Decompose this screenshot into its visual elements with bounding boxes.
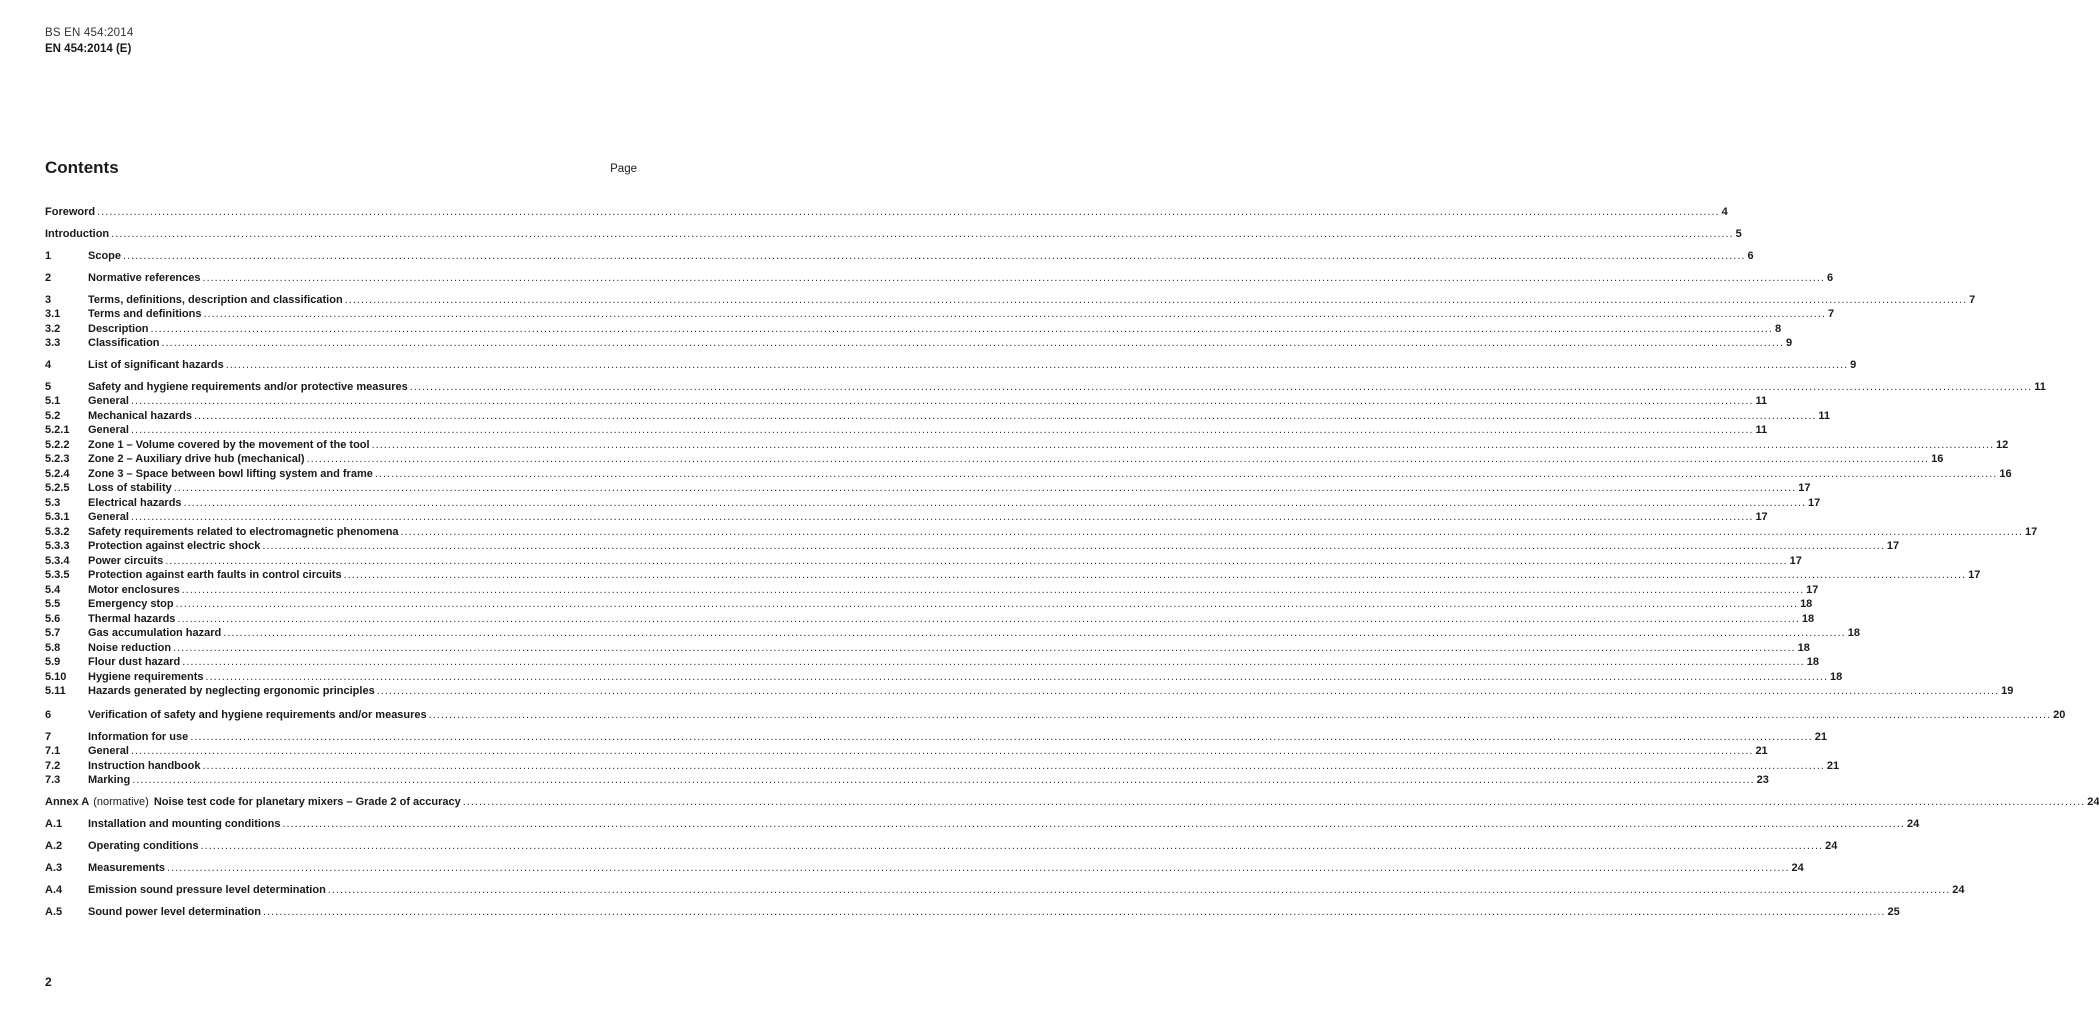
toc-entry-page: 24 bbox=[1952, 884, 1965, 896]
page-column-label: Page bbox=[610, 163, 637, 175]
toc-entry[interactable] bbox=[45, 744, 1768, 758]
toc-entry[interactable] bbox=[45, 394, 1768, 408]
toc-entry-page: 18 bbox=[1806, 656, 1819, 668]
toc-entry-title: Zone 3 – Space between bowl lifting system and frame bbox=[88, 468, 373, 480]
toc-entry-page: 21 bbox=[1755, 745, 1768, 757]
toc-entry-page: 17 bbox=[2025, 526, 2038, 538]
toc-entry-title: Protection against earth faults in control circuits bbox=[88, 569, 342, 581]
dot-leader: ................................................................................................................................................................................................................................................................................................................................................................................................................ bbox=[173, 642, 1796, 654]
dot-leader: ................................................................................................................................................................................................................................................................................................................................................................................................................ bbox=[123, 250, 1746, 262]
toc-entry[interactable] bbox=[45, 271, 1834, 285]
toc-entry-page: 20 bbox=[2053, 709, 2066, 721]
toc-entry-page: 7 bbox=[1969, 294, 1976, 306]
toc-entry[interactable] bbox=[45, 670, 1843, 684]
toc-entry[interactable] bbox=[45, 612, 1815, 626]
toc-entry-title: Emergency stop bbox=[88, 598, 174, 610]
toc-entry[interactable] bbox=[45, 481, 1811, 495]
toc-entry-number: 5.2.1 bbox=[45, 424, 70, 436]
toc-entry-number: A.4 bbox=[45, 884, 63, 896]
dot-leader: ................................................................................................................................................................................................................................................................................................................................................................................................................ bbox=[225, 359, 1849, 371]
toc-entry-page: 16 bbox=[1999, 468, 2012, 480]
toc-entry-title: General bbox=[88, 395, 129, 407]
toc-entry[interactable] bbox=[45, 730, 1827, 744]
dot-leader: ................................................................................................................................................................................................................................................................................................................................................................................................................ bbox=[167, 862, 1790, 874]
dot-leader: ................................................................................................................................................................................................................................................................................................................................................................................................................ bbox=[165, 555, 1788, 567]
toc-entry-number: 7 bbox=[45, 731, 52, 743]
toc-entry[interactable] bbox=[45, 597, 1813, 611]
toc-entry-number: 5.7 bbox=[45, 627, 61, 639]
toc-entry-page: 17 bbox=[1755, 511, 1768, 523]
toc-entry[interactable] bbox=[45, 322, 1782, 336]
toc-entry-number: 1 bbox=[45, 250, 52, 262]
toc-entry-title: Mechanical hazards bbox=[88, 410, 192, 422]
toc-entry-title bbox=[45, 795, 461, 809]
dot-leader: ................................................................................................................................................................................................................................................................................................................................................................................................................ bbox=[190, 731, 1813, 743]
dot-leader: ................................................................................................................................................................................................................................................................................................................................................................................................................ bbox=[173, 482, 1797, 494]
dot-leader: ................................................................................................................................................................................................................................................................................................................................................................................................................ bbox=[428, 709, 2052, 721]
toc-entry-title: Normative references bbox=[88, 272, 201, 284]
dot-leader: ................................................................................................................................................................................................................................................................................................................................................................................................................ bbox=[306, 453, 1930, 465]
toc-entry[interactable] bbox=[45, 641, 1810, 655]
toc-entry[interactable] bbox=[45, 839, 1838, 853]
toc-entry-number: 5.9 bbox=[45, 656, 61, 668]
standard-designation-en: EN 454:2014 (E) bbox=[45, 43, 132, 55]
standard-designation-bs: BS EN 454:2014 bbox=[45, 27, 134, 39]
toc-entry-number: 5 bbox=[45, 381, 52, 393]
dot-leader: ................................................................................................................................................................................................................................................................................................................................................................................................................ bbox=[223, 627, 1846, 639]
dot-leader: ................................................................................................................................................................................................................................................................................................................................................................................................................ bbox=[132, 774, 1755, 786]
toc-entry-number: 5.3.2 bbox=[45, 526, 70, 538]
toc-entry-page: 17 bbox=[1886, 540, 1900, 552]
toc-entry[interactable] bbox=[45, 249, 1754, 263]
toc-entry-page: 18 bbox=[1797, 642, 1810, 654]
toc-entry-number: 3.3 bbox=[45, 337, 61, 349]
toc-entry[interactable] bbox=[45, 708, 2066, 722]
toc-entry-page: 4 bbox=[1721, 206, 1728, 218]
toc-entry-number: 3.1 bbox=[45, 308, 61, 320]
toc-entry-title: Information for use bbox=[88, 731, 189, 743]
toc-entry-page: 17 bbox=[1968, 569, 1981, 581]
toc-entry-title: Measurements bbox=[88, 862, 166, 874]
dot-leader: ................................................................................................................................................................................................................................................................................................................................................................................................................ bbox=[374, 468, 1998, 480]
toc-entry-number: 5.1 bbox=[45, 395, 61, 407]
toc-entry-page: 9 bbox=[1850, 359, 1857, 371]
toc-entry-page: 17 bbox=[1798, 482, 1811, 494]
toc-entry-title: Safety requirements related to electromagnetic phenomena bbox=[88, 526, 399, 538]
toc-entry-title: General bbox=[88, 424, 129, 436]
toc-entry[interactable] bbox=[45, 817, 1920, 831]
toc-entry-page: 24 bbox=[1791, 862, 1804, 874]
toc-entry[interactable] bbox=[45, 227, 1742, 241]
toc-entry[interactable] bbox=[45, 307, 1835, 321]
toc-entry-title: Emission sound pressure level determination bbox=[88, 884, 326, 896]
dot-leader: ................................................................................................................................................................................................................................................................................................................................................................................................................ bbox=[183, 497, 1807, 509]
toc-entry-page: 24 bbox=[2087, 796, 2099, 808]
dot-leader: ................................................................................................................................................................................................................................................................................................................................................................................................................ bbox=[203, 308, 1826, 320]
toc-entry-page: 11 bbox=[1755, 424, 1768, 436]
toc-entry-number: 5.3.5 bbox=[45, 569, 70, 581]
toc-entry[interactable] bbox=[45, 525, 2038, 539]
dot-leader: ................................................................................................................................................................................................................................................................................................................................................................................................................ bbox=[327, 884, 1951, 896]
toc-entry-title: Protection against electric shock bbox=[88, 540, 261, 552]
toc-entry-number: A.3 bbox=[45, 862, 63, 874]
dot-leader: ................................................................................................................................................................................................................................................................................................................................................................................................................ bbox=[202, 760, 1825, 772]
toc-entry[interactable] bbox=[45, 293, 1976, 307]
toc-entry-page: 17 bbox=[1808, 497, 1821, 509]
toc-entry[interactable] bbox=[45, 626, 1860, 640]
toc-entry[interactable] bbox=[45, 438, 2009, 452]
page-title: Contents bbox=[45, 158, 119, 177]
toc-entry-number: A.2 bbox=[45, 840, 63, 852]
toc-entry-title: Verification of safety and hygiene requirements and/or measures bbox=[88, 709, 427, 721]
toc-entry[interactable] bbox=[45, 423, 1768, 437]
toc-entry-page: 17 bbox=[1789, 555, 1802, 567]
toc-entry-page: 6 bbox=[1747, 250, 1754, 262]
toc-entry-page: 23 bbox=[1756, 774, 1769, 786]
toc-entry[interactable] bbox=[45, 773, 1769, 787]
toc-entry[interactable] bbox=[45, 467, 2012, 481]
toc-entry-title: Zone 1 – Volume covered by the movement of the tool bbox=[88, 439, 370, 451]
toc-entry[interactable] bbox=[45, 883, 1965, 897]
toc-entry-page: 11 bbox=[1818, 410, 1831, 422]
toc-entry-page: 8 bbox=[1774, 323, 1782, 335]
toc-entry[interactable] bbox=[45, 336, 1793, 350]
toc-entry-page: 24 bbox=[1906, 818, 1920, 830]
toc-entry-title: Classification bbox=[88, 337, 160, 349]
dot-leader: ................................................................................................................................................................................................................................................................................................................................................................................................................ bbox=[130, 745, 1754, 757]
toc-entry-title: Safety and hygiene requirements and/or protective measures bbox=[88, 381, 408, 393]
toc-entry-number: 5.2.2 bbox=[45, 439, 70, 451]
toc-entry-number: 6 bbox=[45, 709, 52, 721]
dot-leader: ................................................................................................................................................................................................................................................................................................................................................................................................................ bbox=[344, 294, 1968, 306]
dot-leader: ................................................................................................................................................................................................................................................................................................................................................................................................................ bbox=[462, 796, 2086, 808]
toc-entry-number: 5.10 bbox=[45, 671, 67, 683]
dot-leader: ................................................................................................................................................................................................................................................................................................................................................................................................................ bbox=[97, 206, 1720, 218]
toc-entry-title: Marking bbox=[88, 774, 131, 786]
toc-entry-number: 5.5 bbox=[45, 598, 61, 610]
toc-entry-title: General bbox=[88, 511, 129, 523]
toc-entry-page: 7 bbox=[1827, 308, 1835, 320]
dot-leader: ................................................................................................................................................................................................................................................................................................................................................................................................................ bbox=[130, 511, 1754, 523]
dot-leader: ................................................................................................................................................................................................................................................................................................................................................................................................................ bbox=[177, 613, 1800, 625]
toc-entry[interactable] bbox=[45, 358, 1857, 372]
toc-entry-page: 24 bbox=[1825, 840, 1838, 852]
toc-entry[interactable] bbox=[45, 861, 1804, 875]
dot-leader: ................................................................................................................................................................................................................................................................................................................................................................................................................ bbox=[161, 337, 1784, 349]
toc-entry-title: General bbox=[88, 745, 129, 757]
toc-entry-number: 7.3 bbox=[45, 774, 61, 786]
toc-entry-page: 16 bbox=[1931, 453, 1944, 465]
toc-entry-number: 5.11 bbox=[45, 685, 66, 697]
toc-entry-page: 18 bbox=[1800, 598, 1813, 610]
toc-entry-number: 5.3.3 bbox=[45, 540, 70, 552]
toc-entry-title: List of significant hazards bbox=[88, 359, 224, 371]
toc-entry-page: 18 bbox=[1801, 613, 1815, 625]
toc-entry[interactable] bbox=[45, 795, 2099, 809]
dot-leader: ................................................................................................................................................................................................................................................................................................................................................................................................................ bbox=[262, 540, 1885, 552]
dot-leader: ................................................................................................................................................................................................................................................................................................................................................................................................................ bbox=[200, 840, 1824, 852]
toc-entry-title: Thermal hazards bbox=[88, 613, 176, 625]
dot-leader: ................................................................................................................................................................................................................................................................................................................................................................................................................ bbox=[400, 526, 2024, 538]
toc-entry-page: 11 bbox=[2034, 381, 2046, 393]
toc-entry-number: 5.3 bbox=[45, 497, 61, 509]
toc-entry-title: Foreword bbox=[45, 206, 96, 218]
dot-leader: ................................................................................................................................................................................................................................................................................................................................................................................................................ bbox=[150, 323, 1773, 335]
toc-entry-title: Gas accumulation hazard bbox=[88, 627, 222, 639]
toc-entry-title: Loss of stability bbox=[88, 482, 172, 494]
dot-leader: ................................................................................................................................................................................................................................................................................................................................................................................................................ bbox=[182, 656, 1805, 668]
dot-leader: ................................................................................................................................................................................................................................................................................................................................................................................................................ bbox=[175, 598, 1799, 610]
dot-leader: ................................................................................................................................................................................................................................................................................................................................................................................................................ bbox=[181, 584, 1805, 596]
toc-entry-number: 2 bbox=[45, 272, 52, 284]
toc-entry-number: 7.2 bbox=[45, 760, 61, 772]
toc-entry[interactable] bbox=[45, 510, 1768, 524]
toc-entry-title: Electrical hazards bbox=[88, 497, 182, 509]
toc-entry-title: Hazards generated by neglecting ergonomic principles bbox=[88, 685, 375, 697]
toc-entry-title: Sound power level determination bbox=[88, 906, 261, 918]
toc-entry-number: 3 bbox=[45, 294, 52, 306]
toc-entry-page: 5 bbox=[1735, 228, 1742, 240]
toc-entry-number: 5.3.1 bbox=[45, 511, 70, 523]
dot-leader: ................................................................................................................................................................................................................................................................................................................................................................................................................ bbox=[376, 685, 2000, 697]
toc-entry-number: 5.6 bbox=[45, 613, 61, 625]
toc-entry-number: 5.3.4 bbox=[45, 555, 70, 567]
dot-leader: ................................................................................................................................................................................................................................................................................................................................................................................................................ bbox=[409, 381, 2033, 393]
toc-entry-title: Motor enclosures bbox=[88, 584, 180, 596]
dot-leader: ................................................................................................................................................................................................................................................................................................................................................................................................................ bbox=[371, 439, 1995, 451]
toc-entry-page: 18 bbox=[1830, 671, 1843, 683]
dot-leader: ................................................................................................................................................................................................................................................................................................................................................................................................................ bbox=[111, 228, 1734, 240]
dot-leader: ................................................................................................................................................................................................................................................................................................................................................................................................................ bbox=[282, 818, 1905, 830]
toc-entry-title: Operating conditions bbox=[88, 840, 199, 852]
toc-entry-page: 12 bbox=[1996, 439, 2009, 451]
dot-leader: ................................................................................................................................................................................................................................................................................................................................................................................................................ bbox=[193, 410, 1817, 422]
toc-entry-title: Instruction handbook bbox=[88, 760, 201, 772]
dot-leader: ................................................................................................................................................................................................................................................................................................................................................................................................................ bbox=[262, 906, 1886, 918]
dot-leader: ................................................................................................................................................................................................................................................................................................................................................................................................................ bbox=[202, 272, 1825, 284]
toc-entry-page: 17 bbox=[1806, 584, 1819, 596]
toc-entry-page: 6 bbox=[1826, 272, 1834, 284]
toc-entry-page: 21 bbox=[1826, 760, 1840, 772]
toc-entry-title: Description bbox=[88, 323, 149, 335]
toc-entry-title: Terms and definitions bbox=[88, 308, 202, 320]
annex-status: (normative) bbox=[93, 796, 149, 808]
toc-entry-page: 9 bbox=[1786, 337, 1793, 349]
toc-entry[interactable] bbox=[45, 905, 1900, 919]
toc-entry-number: 4 bbox=[45, 359, 52, 371]
toc-entry-title: Flour dust hazard bbox=[88, 656, 181, 668]
toc-entry[interactable] bbox=[45, 554, 1802, 568]
toc-entry-title: Zone 2 – Auxiliary drive hub (mechanical) bbox=[88, 453, 305, 465]
toc-entry-page: 21 bbox=[1814, 731, 1827, 743]
toc-entry-page: 18 bbox=[1847, 627, 1860, 639]
toc-entry-number: 5.2.3 bbox=[45, 453, 70, 465]
annex-label: Annex A bbox=[45, 796, 90, 808]
toc-entry-number: 5.8 bbox=[45, 642, 61, 654]
toc-entry[interactable] bbox=[45, 205, 1728, 219]
toc-entry[interactable] bbox=[45, 684, 2014, 698]
toc-entry-number: A.5 bbox=[45, 906, 63, 918]
toc-entry-number: A.1 bbox=[45, 818, 63, 830]
toc-entry-title: Scope bbox=[88, 250, 122, 262]
toc-entry-number: 5.2.5 bbox=[45, 482, 70, 494]
page-number: 2 bbox=[45, 975, 52, 989]
toc-entry-page: 11 bbox=[1755, 395, 1768, 407]
toc-entry-title: Terms, definitions, description and classification bbox=[88, 294, 343, 306]
toc-entry-number: 7.1 bbox=[45, 745, 61, 757]
toc-entry-number: 5.2 bbox=[45, 410, 61, 422]
toc-entry-title: Installation and mounting conditions bbox=[88, 818, 281, 830]
toc-entry-title: Noise reduction bbox=[88, 642, 172, 654]
toc-entry-page: 25 bbox=[1887, 906, 1900, 918]
toc-entry-page: 19 bbox=[2001, 685, 2014, 697]
toc-entry[interactable] bbox=[45, 496, 1821, 510]
toc-entry[interactable] bbox=[45, 539, 1900, 553]
toc-entry[interactable] bbox=[45, 583, 1819, 597]
toc-entry-number: 5.4 bbox=[45, 584, 61, 596]
dot-leader: ................................................................................................................................................................................................................................................................................................................................................................................................................ bbox=[343, 569, 1967, 581]
dot-leader: ................................................................................................................................................................................................................................................................................................................................................................................................................ bbox=[130, 395, 1754, 407]
dot-leader: ................................................................................................................................................................................................................................................................................................................................................................................................................ bbox=[205, 671, 1829, 683]
toc-entry[interactable] bbox=[45, 655, 1819, 669]
toc-entry[interactable] bbox=[45, 409, 1831, 423]
toc-entry-title: Power circuits bbox=[88, 555, 164, 567]
toc-entry-title: Hygiene requirements bbox=[88, 671, 204, 683]
annex-title: Noise test code for planetary mixers – Grade 2 of accuracy bbox=[153, 796, 461, 808]
toc-entry-number: 3.2 bbox=[45, 323, 61, 335]
toc-entry-number: 5.2.4 bbox=[45, 468, 70, 480]
toc-entry[interactable] bbox=[45, 452, 1944, 466]
toc-entry[interactable] bbox=[45, 380, 2046, 394]
toc-entry[interactable] bbox=[45, 568, 1981, 582]
toc-entry-title: Introduction bbox=[45, 228, 110, 240]
dot-leader: ................................................................................................................................................................................................................................................................................................................................................................................................................ bbox=[130, 424, 1754, 436]
toc-entry[interactable] bbox=[45, 759, 1840, 773]
